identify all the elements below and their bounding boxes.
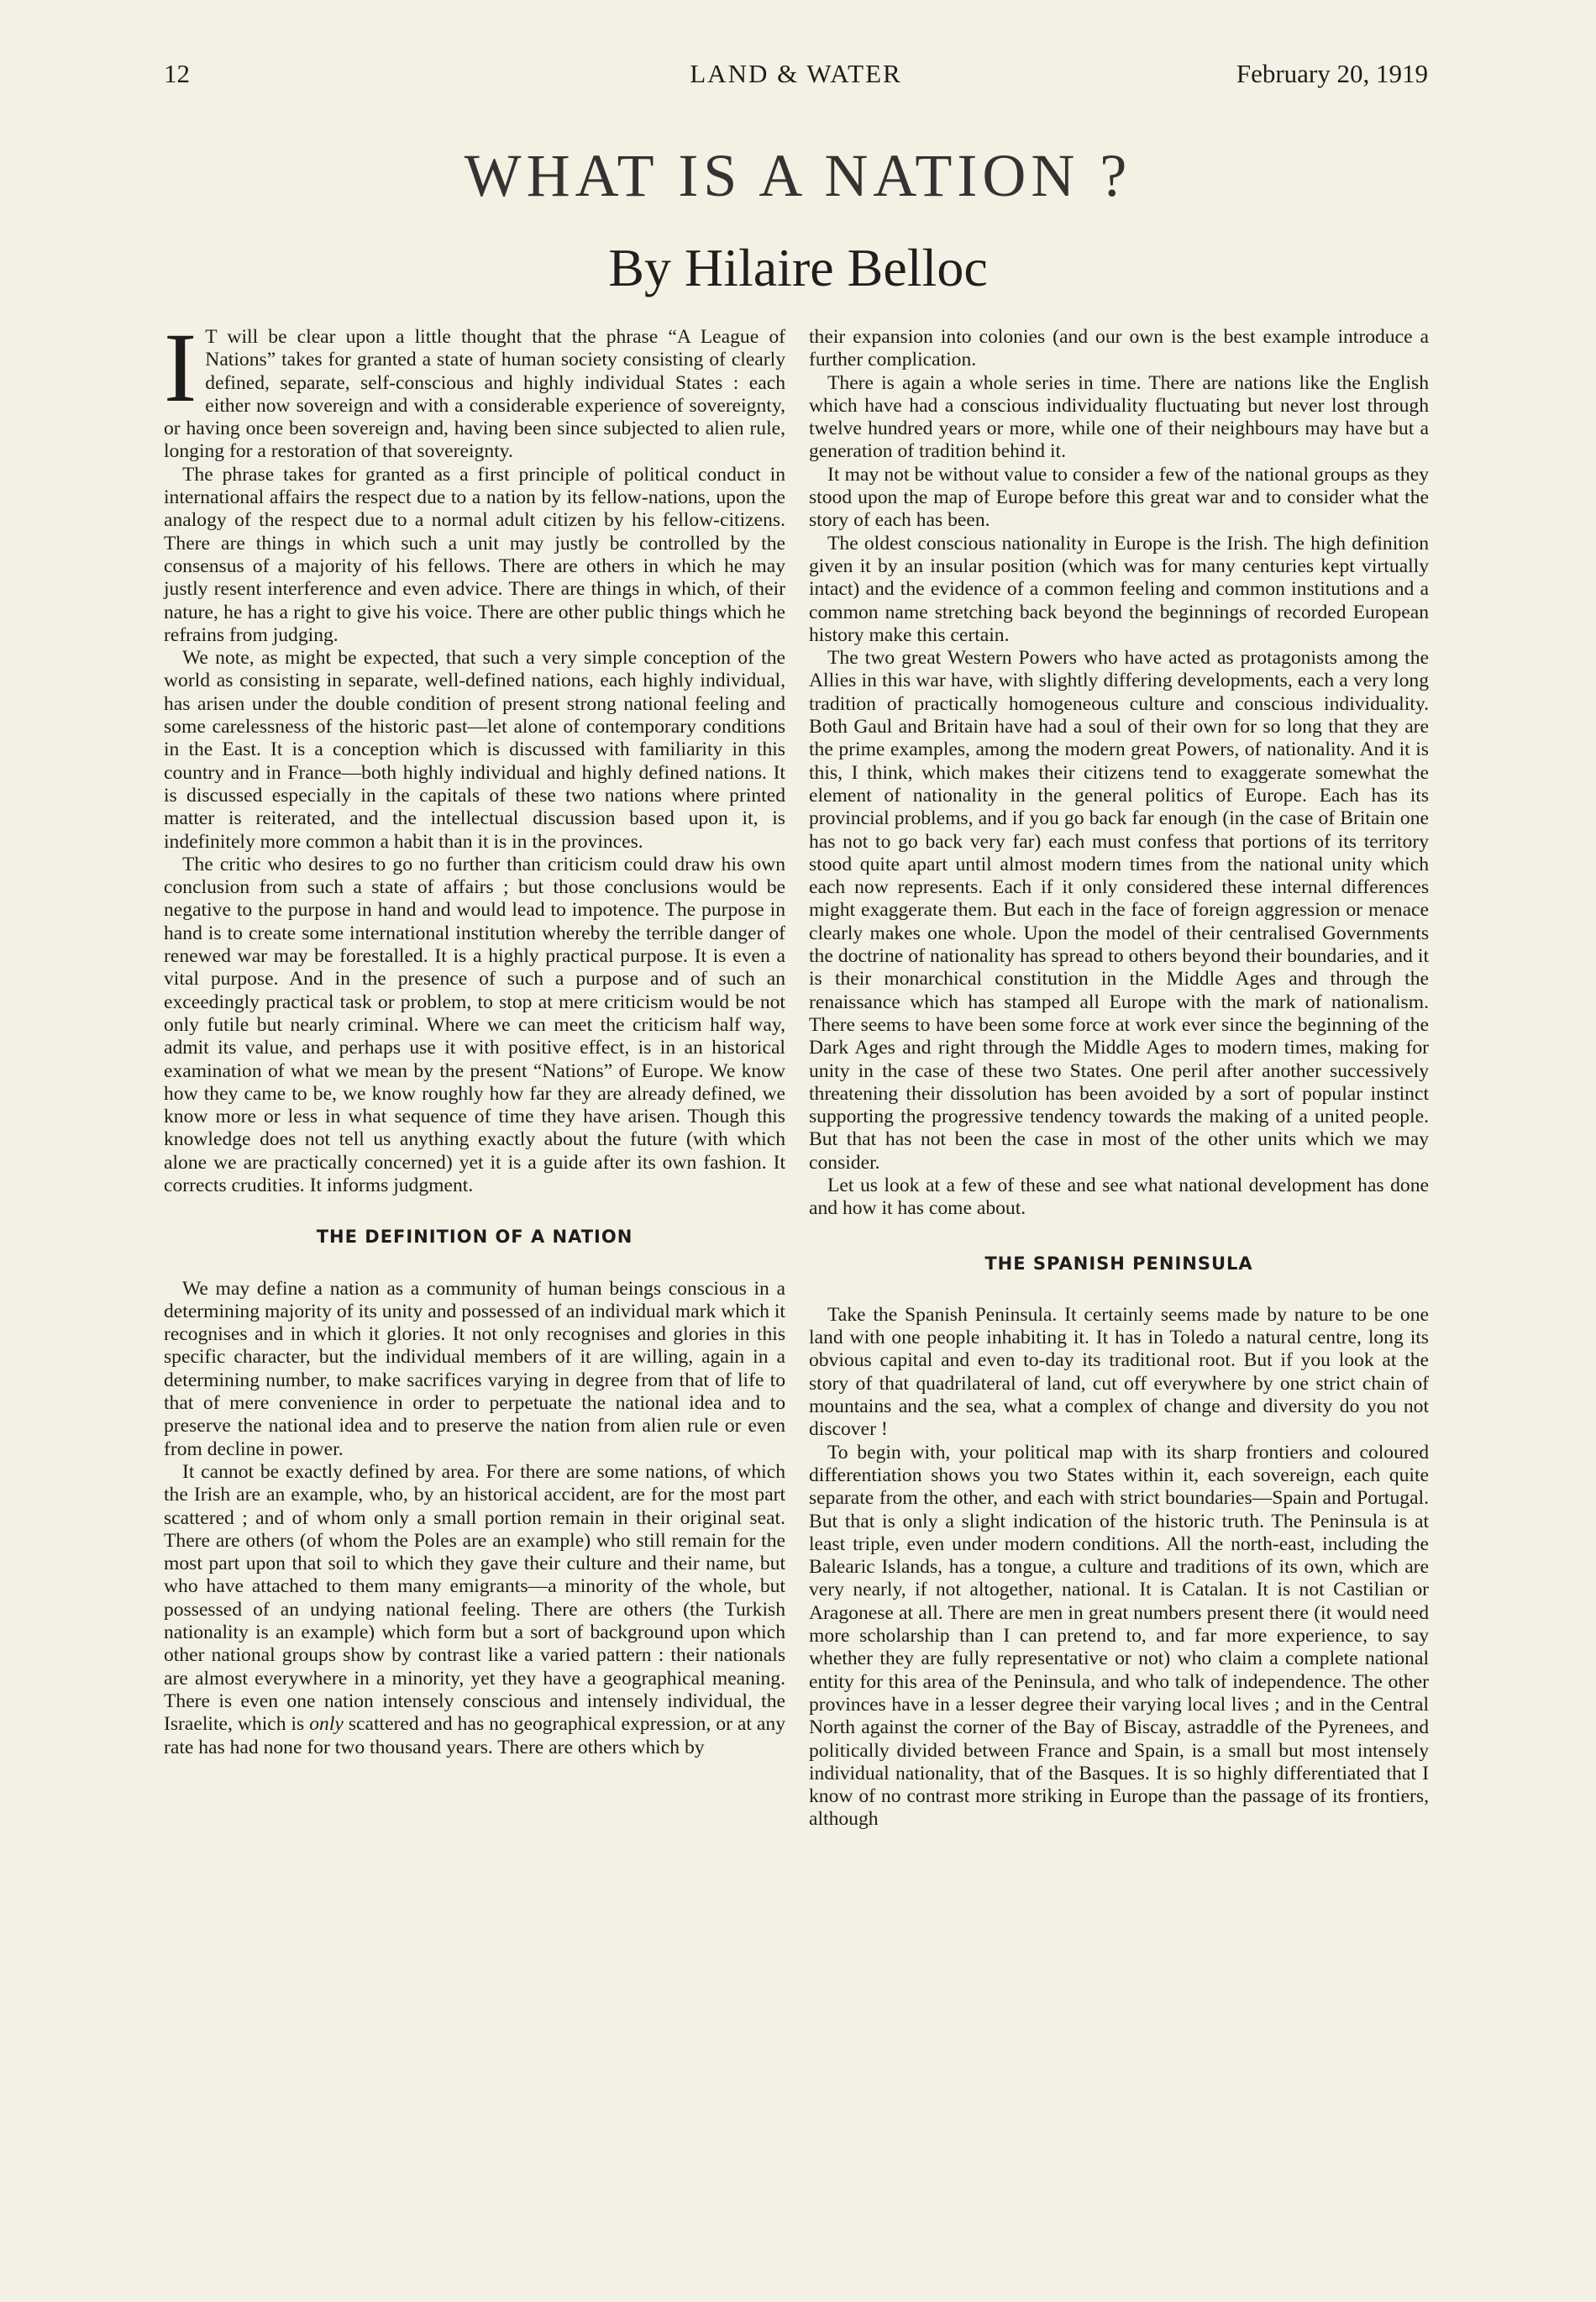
paragraph-text: T will be clear upon a little thought that the phrase “A League of Nations” takes for granted a state of human society consisting of clearly defined, separate, self-conscious and highly individual States : each either now sovereign and with a considerable experience of sovereignty, or having once been sovereign and, having been since subjected to alien rule, longing for a restoration of that sovereignty. xyxy=(164,326,785,463)
paragraph xyxy=(164,313,785,464)
section-heading-definition: THE DEFINITION OF A NATION xyxy=(316,1227,633,1248)
paragraph: It may not be without value to consider a few of the national groups as they stood upon the map of Europe before this great war and to consider what the story of each has been. xyxy=(809,463,1429,532)
paragraph: The two great Western Powers who have acted as protagonists among the Allies in this war have, with slightly differing developments, each a very long tradition of practically homogeneous culture and conscious individuality. Both Gaul and Britain have had a soul of their own for so long that they are the prime examples, among the modern great Powers, of nationality. And it is this, I think, which makes their citizens tend to exaggerate somewhat the element of nationality in the general politics of Europe. Each has its provincial problems, and if you go back far enough (in the case of Britain one has not to go back very far) each must confess that portions of its territory stood quite apart until almost modern times from the national unity which each now represents. Each if it only considered these internal differences might exaggerate them. But each in the face of foreign aggression or menace clearly makes one whole. Upon the model of their centralised Governments the doctrine of nationality has spread to others beyond their boundaries, and it is their monarchical constitution in the Middle Ages and through the renaissance which has stamped all Europe with the mark of nationalism. There seems to have been some force at work ever since the beginning of the Dark Ages and right through the Middle Ages to modern times, making for unity in the case of these two States. One peril after another successively threatening their dissolution has been avoided by a sort of popular instinct supporting the progressive tendency towards the making of a united people. But that has not been the case in most of the other units which we may consider. xyxy=(809,647,1429,1174)
paragraph: their expansion into colonies (and our own is the best example introduce a further complication. xyxy=(809,326,1429,371)
page-number: 12 xyxy=(164,59,190,88)
paragraph: Take the Spanish Peninsula. It certainly seems made by nature to be one land with one people inhabiting it. It has in Toledo a natural centre, long its obvious capital and even to-day its traditional root. But if you look at the story of that quadrilateral of land, cut off everywhere by one strict chain of mountains and the sea, what a complex of change and diversity do you not discover ! xyxy=(809,1303,1429,1441)
paragraph: Let us look at a few of these and see what national development has done and how it has come about. xyxy=(809,1174,1429,1220)
section-heading-spanish: THE SPANISH PENINSULA xyxy=(984,1253,1253,1274)
right-column xyxy=(809,326,1429,1832)
drop-cap: I xyxy=(164,313,197,423)
running-head xyxy=(164,59,1428,101)
emphasis-text: only xyxy=(309,1713,344,1736)
paragraph: The oldest conscious nationality in Europe is the Irish. The high definition given it by an insular position (which was for many centuries kept virtually intact) and the evidence of a common feeling and common institutions and a common name stretching back beyond the beginnings of recorded European history make this certain. xyxy=(809,532,1429,646)
paragraph xyxy=(164,1461,785,1759)
paragraph-text: scattered and has no geographical expression, or at any rate has had none for two thousand years. There are others which by xyxy=(164,1713,785,1758)
paragraph: The critic who desires to go no further than criticism could draw his own conclusion from such a state of affairs ; but those conclusions would be negative to the purpose in hand and would lead to impotence. The purpose in hand is to create some international institution whereby the terrible danger of renewed war may be forestalled. It is a highly practical purpose. It is even a vital purpose. And in the presence of such a purpose and of such an exceedingly practical task or problem, to stop at mere criticism would be not only futile but nearly criminal. Where we can meet the criticism half way, admit its value, and perhaps use it with positive effect, is in an historical examination of what we mean by the present “Nations” of Europe. We know how they came to be, we know roughly how far they are already defined, we know more or less in what sequence of time they have arisen. Though this knowledge does not tell us anything exactly about the future (with which alone we are practically concerned) yet it is a guide after its own fashion. It corrects crudities. It informs judgment. xyxy=(164,853,785,1196)
paragraph: We may define a nation as a community of human beings conscious in a determining majority of its unity and possessed of an individual mark which it recognises and in which it glories. It not only recognises and glories in this specific character, but the individual members of it are willing, again in a determining number, to make sacrifices varying in degree from that of life to that of mere convenience in order to perpetuate the national idea and to preserve the national idea and to preserve the nation from alien rule or even from decline in power. xyxy=(164,1277,785,1460)
article-byline: By Hilaire Belloc xyxy=(608,238,988,297)
paragraph-text: It cannot be exactly defined by area. For there are some nations, of which the Irish are an example, who, by an historical accident, are for the most part scattered ; and of whom only a small portion remain in their original seat. There are others (of whom the Poles are an example) who still remain for the most part upon that soil to which they gave their culture and their name, but who have attached to them many emigrants—a minority of the whole, but possessed of an undying national feeling. There are others (the Turkish nationality is an example) which form but a sort of background upon which other national groups show by contrast like a varied pattern : their nationals are almost everywhere in a minority, yet they have a geographical meaning. There is even one nation intensely conscious and intensely individual, the Israelite, which is xyxy=(164,1460,785,1736)
issue-date: February 20, 1919 xyxy=(1236,59,1428,88)
paragraph: There is again a whole series in time. There are nations like the English which have had a conscious individuality fluctuating but never lost through twelve hundred years or more, while one of their neighbours may have but a generation of tradition behind it. xyxy=(809,371,1429,463)
paragraph: We note, as might be expected, that such a very simple conception of the world as consisting in separate, well-defined nations, each highly individual, has arisen under the double condition of present strong national feeling and some carelessness of the historic past—let alone of contemporary conditions in the East. It is a conception which is discussed with familiarity in this country and in France—both highly individual and highly defined nations. It is discussed especially in the capitals of these two nations where printed matter is reiterated, and the intellectual discussion based upon it, is indefinitely more common a habit than it is in the provinces. xyxy=(164,647,785,853)
publication-name: LAND & WATER xyxy=(690,59,902,88)
paragraph: The phrase takes for granted as a first principle of political conduct in international affairs the respect due to a nation by its fellow-nations, upon the analogy of the respect due to a normal adult citizen by his fellow-citizens. There are things in which such a unit may justly be controlled by the consensus of a majority of his fellows. There are others in which he may justly resent interference and even advice. There are things in which, of their nature, he has a right to give his voice. There are other public things which he refrains from judging. xyxy=(164,463,785,646)
left-column xyxy=(164,313,785,1759)
article-title: WHAT IS A NATION ? xyxy=(464,142,1132,209)
paragraph: To begin with, your political map with its sharp frontiers and coloured differentiation shows you two States within it, each sovereign, each quite separate from the other, and each with strict boundaries—Spain and Portugal. But that is only a slight indication of the historic truth. The Peninsula is at least triple, even under modern conditions. All the north-east, including the Balearic Islands, has a tongue, a culture and traditions of its own, which are very nearly, if not altogether, national. It is Catalan. It is not Castilian or Aragonese at all. There are men in great numbers present there (it would need more scholarship than I can pretend to, and far more experience, to say whether they are fully representative or not) who claim a complete national entity for this area of the Peninsula, and who talk of independence. The other provinces have in a lesser degree their varying local lives ; and in the Central North against the corner of the Bay of Biscay, astraddle of the Pyrenees, and politically divided between France and Spain, is a small but most intensely individual nationality, that of the Basques. It is so highly differentiated that I know of no contrast more striking in Europe than the passage of its frontiers, although xyxy=(809,1441,1429,1831)
